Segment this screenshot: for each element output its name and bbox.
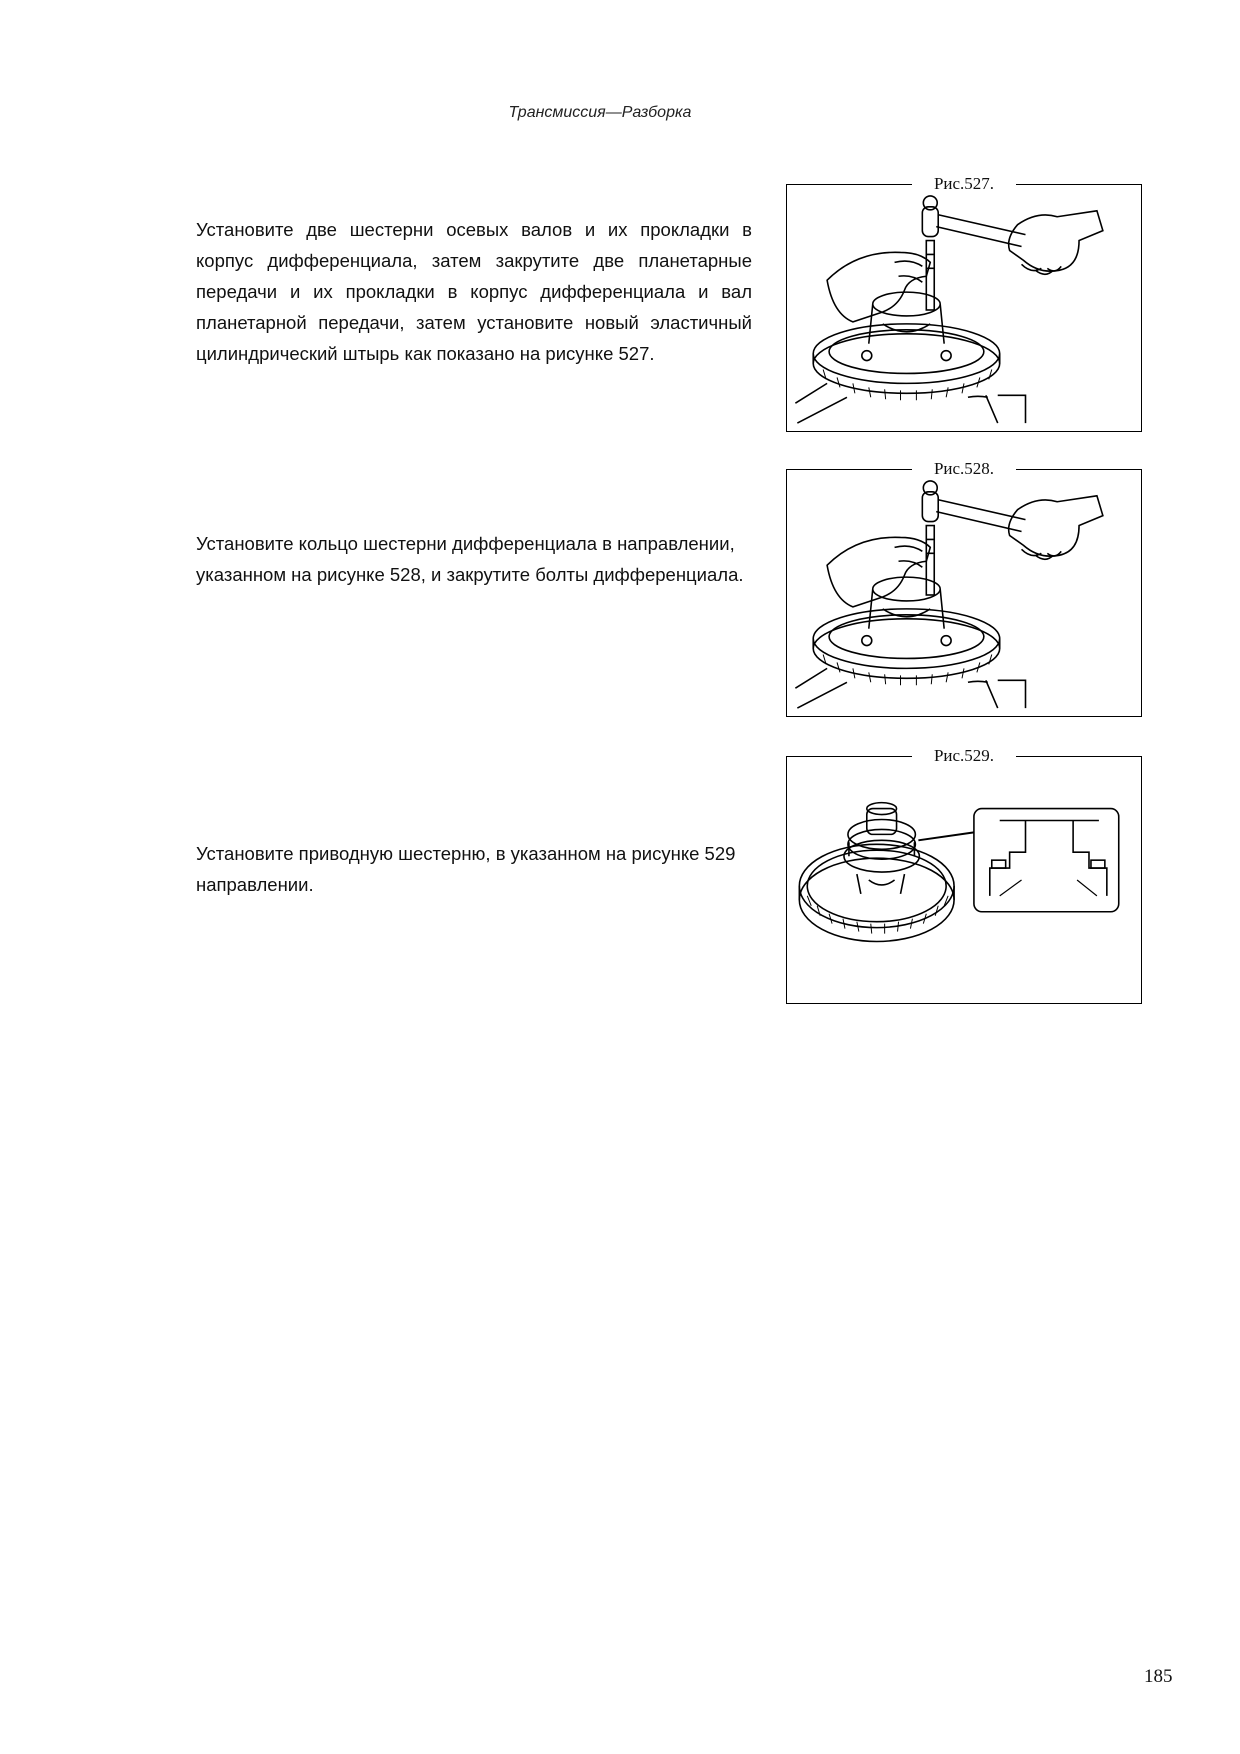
figure-528-illustration	[787, 470, 1141, 716]
figure-529-illustration	[787, 757, 1141, 1003]
figure-527-label: Рис.527.	[912, 174, 1016, 193]
page-number: 185	[1144, 1666, 1173, 1687]
figure-527-illustration	[787, 185, 1141, 431]
running-header: Трансмиссия—Разборка	[508, 104, 692, 121]
step-529-text: Установите приводную шестерню, в указанном на рисунке 529 направлении.	[196, 843, 736, 895]
step-528-text: Установите кольцо шестерни дифференциала в направлении, указанном на рисунке 528, и закрутите болты дифференциала.	[196, 533, 744, 585]
figure-528	[786, 459, 1142, 717]
step-527-text: Установите две шестерни осевых валов и их прокладки в корпус дифференциала, затем закрутите две планетарные передачи и их прокладки в корпус дифференциала и вал планетарной передачи, затем установите новый эластичный цилиндрический штырь как показано на рисунке 527.	[196, 219, 752, 364]
figure-529-label: Рис.529.	[912, 746, 1016, 765]
figure-529	[786, 746, 1142, 1004]
figure-528-label: Рис.528.	[912, 459, 1016, 478]
detail-inset	[974, 809, 1119, 912]
figure-527	[786, 174, 1142, 432]
